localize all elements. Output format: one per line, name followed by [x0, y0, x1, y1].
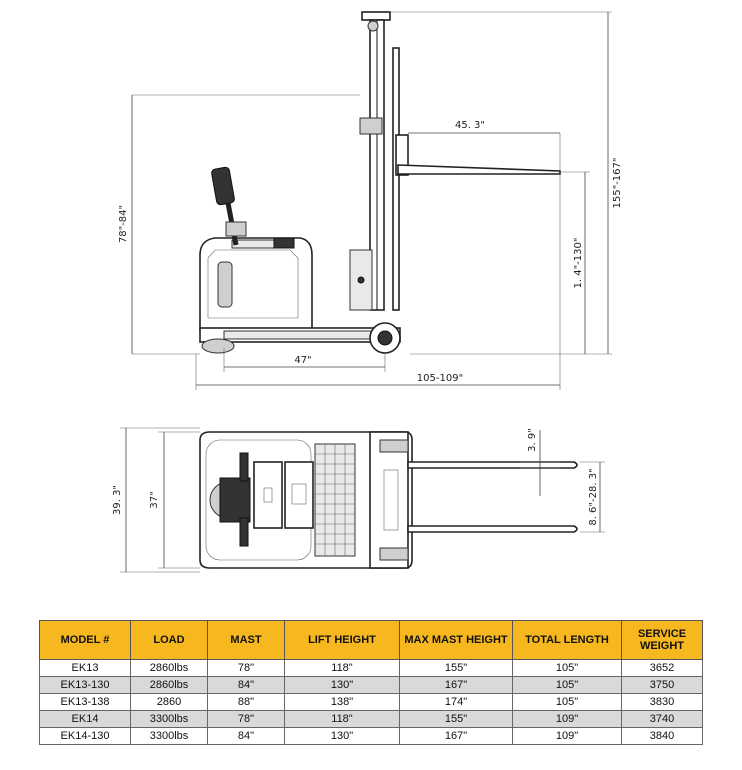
cell-service-weight: 3840 — [622, 728, 703, 745]
cell-max-mast-height: 155" — [400, 711, 513, 728]
table-header-row — [40, 621, 703, 660]
cell-model: EK13-130 — [40, 677, 131, 694]
cell-total-length: 105" — [513, 694, 622, 711]
dim-lift-height: 1. 4"-130" — [573, 237, 584, 289]
dim-overall-height: 78"-84" — [118, 204, 129, 244]
table-row — [40, 694, 703, 711]
dim-wheelbase: 47" — [294, 355, 312, 366]
cell-load: 2860 — [131, 694, 208, 711]
table-row — [40, 660, 703, 677]
side-view — [118, 12, 623, 390]
cell-total-length: 105" — [513, 677, 622, 694]
col-service-weight: SERVICE WEIGHT — [622, 621, 703, 660]
dim-total-length: 105-109" — [416, 373, 464, 384]
cell-model: EK13-138 — [40, 694, 131, 711]
cell-load: 3300lbs — [131, 711, 208, 728]
cell-max-mast-height: 155" — [400, 660, 513, 677]
dim-overall-width: 39. 3" — [112, 484, 123, 516]
cell-service-weight: 3750 — [622, 677, 703, 694]
dim-fork-spread: 8. 6"-28. 3" — [588, 468, 599, 526]
cell-lift-height: 118" — [285, 711, 400, 728]
cell-mast: 84" — [208, 728, 285, 745]
cell-max-mast-height: 167" — [400, 728, 513, 745]
table-row — [40, 711, 703, 728]
cell-lift-height: 118" — [285, 660, 400, 677]
cell-lift-height: 130" — [285, 728, 400, 745]
dim-max-mast-height: 155"-167" — [612, 157, 623, 209]
cell-service-weight: 3740 — [622, 711, 703, 728]
cell-max-mast-height: 167" — [400, 677, 513, 694]
table-row — [40, 677, 703, 694]
col-total-length: TOTAL LENGTH — [513, 621, 622, 660]
table-row — [40, 728, 703, 745]
cell-service-weight: 3652 — [622, 660, 703, 677]
cell-max-mast-height: 174" — [400, 694, 513, 711]
cell-service-weight: 3830 — [622, 694, 703, 711]
cell-load: 2860lbs — [131, 660, 208, 677]
col-model: MODEL # — [40, 621, 131, 660]
cell-total-length: 109" — [513, 728, 622, 745]
col-load: LOAD — [131, 621, 208, 660]
cell-lift-height: 138" — [285, 694, 400, 711]
cell-model: EK14-130 — [40, 728, 131, 745]
cell-mast: 84" — [208, 677, 285, 694]
col-max-mast-height: MAX MAST HEIGHT — [400, 621, 513, 660]
dim-chassis-width: 37" — [149, 491, 160, 509]
dim-fork-width: 3. 9" — [527, 428, 538, 452]
cell-load: 2860lbs — [131, 677, 208, 694]
top-view — [112, 428, 605, 572]
cell-total-length: 105" — [513, 660, 622, 677]
cell-lift-height: 130" — [285, 677, 400, 694]
cell-total-length: 109" — [513, 711, 622, 728]
cell-load: 3300lbs — [131, 728, 208, 745]
col-mast: MAST — [208, 621, 285, 660]
cell-mast: 88" — [208, 694, 285, 711]
col-lift-height: LIFT HEIGHT — [285, 621, 400, 660]
cell-model: EK14 — [40, 711, 131, 728]
cell-mast: 78" — [208, 660, 285, 677]
cell-mast: 78" — [208, 711, 285, 728]
dim-fork-length: 45. 3" — [454, 120, 486, 131]
cell-model: EK13 — [40, 660, 131, 677]
spec-table — [39, 620, 703, 745]
